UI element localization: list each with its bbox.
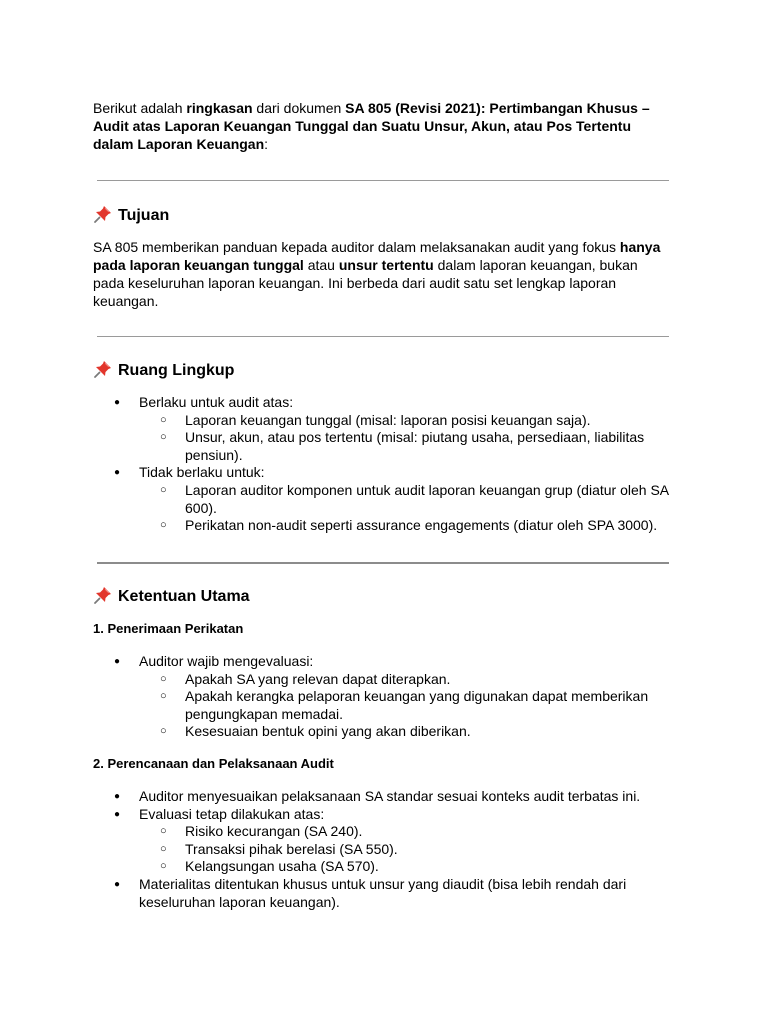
subheading-perencanaan-pelaksanaan: 2. Perencanaan dan Pelaksanaan Audit: [93, 756, 334, 771]
list-item: ○ Risiko kecurangan (SA 240).: [93, 823, 671, 841]
intro-lead: Berikut adalah: [93, 100, 187, 116]
list-item: ○ Apakah SA yang relevan dapat diterapkan.: [93, 671, 671, 689]
list-item: ○ Apakah kerangka pelaporan keuangan yang digunakan dapat memberikan pengungkapan memadai.: [93, 688, 671, 723]
pushpin-icon: [93, 585, 113, 605]
subheading-penerimaan-perikatan: 1. Penerimaan Perikatan: [93, 621, 244, 636]
list-item: ● Auditor menyesuaikan pelaksanaan SA standar sesuai konteks audit terbatas ini.: [93, 788, 671, 806]
text-run: SA 805 memberikan panduan kepada auditor dalam melaksanakan audit yang fokus: [93, 239, 620, 255]
list-item: ○ Unsur, akun, atau pos tertentu (misal: piutang usaha, persediaan, liabilitas pensiun).: [93, 429, 671, 464]
text-run: atau: [303, 257, 339, 273]
list-item: ○ Kesesuaian bentuk opini yang akan diberikan.: [93, 723, 671, 741]
divider: [97, 180, 669, 181]
list-item: ○ Perikatan non-audit seperti assurance engagements (diatur oleh SPA 3000).: [93, 517, 671, 535]
pushpin-icon: [93, 359, 113, 379]
section-heading-ruang-lingkup: [93, 359, 234, 381]
section-heading-text: Ruang Lingkup: [118, 362, 235, 379]
penerimaan-list: [93, 653, 671, 741]
perencanaan-list: [93, 788, 671, 911]
text-run: dalam laporan keuangan, bukan pada keseluruhan laporan keuangan. Ini berbeda dari audit satu set lengkap laporan keuangan.: [93, 257, 638, 309]
list-item: ● Tidak berlaku untuk:: [93, 464, 671, 482]
text-run-bold: hanya pada laporan keuangan tunggal: [93, 239, 661, 273]
list-item: ○ Laporan keuangan tunggal (misal: laporan posisi keuangan saja).: [93, 412, 671, 430]
intro-end: :: [264, 136, 269, 152]
intro-mid: dari dokumen: [252, 100, 346, 116]
divider: [97, 562, 669, 564]
intro-strong-title: SA 805 (Revisi 2021): Pertimbangan Khusus – Audit atas Laporan Keuangan Tunggal dan Suatu Unsur, Akun, atau Pos Tertentu dalam Laporan Keuangan: [93, 100, 650, 152]
divider: [97, 336, 669, 337]
section-heading-text: Ketentuan Utama: [118, 588, 250, 605]
text-run-bold: unsur tertentu: [338, 257, 434, 273]
section-heading-ketentuan-utama: [93, 585, 250, 607]
section-heading-text: Tujuan: [118, 207, 170, 224]
list-item: ○ Transaksi pihak berelasi (SA 550).: [93, 841, 671, 859]
list-item: ○ Laporan auditor komponen untuk audit laporan keuangan grup (diatur oleh SA 600).: [93, 482, 671, 517]
list-item: ● Evaluasi tetap dilakukan atas:: [93, 806, 671, 824]
pushpin-icon: [93, 204, 113, 224]
list-item: ● Berlaku untuk audit atas:: [93, 394, 671, 412]
intro-strong-summary: ringkasan: [186, 100, 253, 116]
section-heading-tujuan: [93, 204, 169, 226]
intro-paragraph: [93, 99, 671, 153]
list-item: ● Materialitas ditentukan khusus untuk unsur yang diaudit (bisa lebih rendah dari keseluruhan laporan keuangan).: [93, 876, 671, 911]
tujuan-paragraph: [93, 238, 671, 310]
ruang-lingkup-list: [93, 394, 671, 535]
list-item: ● Auditor wajib mengevaluasi:: [93, 653, 671, 671]
list-item: ○ Kelangsungan usaha (SA 570).: [93, 858, 671, 876]
